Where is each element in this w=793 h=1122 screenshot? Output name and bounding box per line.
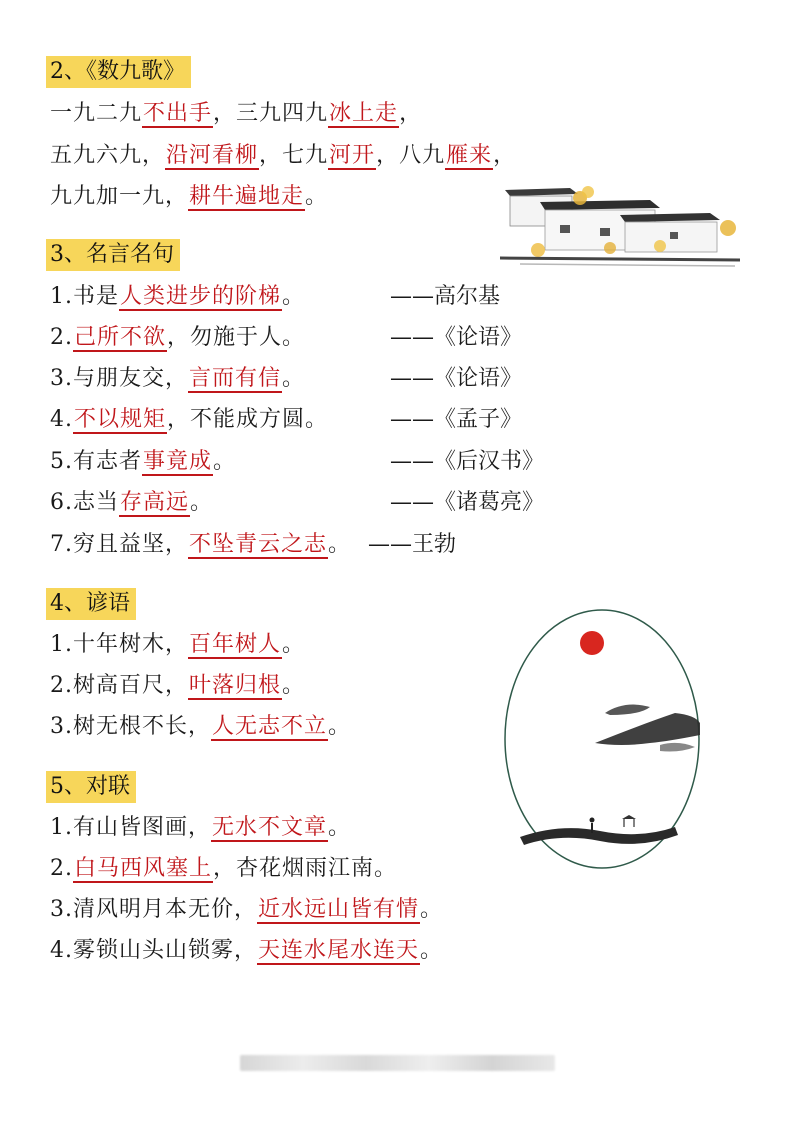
ink-landscape-oval-illustration bbox=[500, 605, 710, 875]
quote-line: 7.穷且益坚，不坠青云之志。 bbox=[50, 532, 352, 557]
quote-source: ——《论语》 bbox=[390, 325, 523, 350]
couplet-line: 3.清风明月本无价，近水远山皆有情。 bbox=[50, 897, 444, 922]
quote-line: 4.不以规矩，不能成方圆。 bbox=[50, 407, 329, 432]
quote-source: ——王勃 bbox=[368, 532, 457, 557]
ink-village-illustration bbox=[500, 180, 745, 275]
couplet-line: 2.白马西风塞上，杏花烟雨江南。 bbox=[50, 856, 398, 881]
quote-source: ——《后汉书》 bbox=[390, 449, 545, 474]
poem-line-1: 一九二九不出手，三九四九冰上走， bbox=[50, 101, 423, 126]
proverb-line: 1.十年树木，百年树人。 bbox=[50, 632, 306, 657]
quote-line: 2.己所不欲，勿施于人。 bbox=[50, 325, 306, 350]
poem-line-3: 九九加一九，耕牛遍地走。 bbox=[50, 184, 329, 209]
section-4-heading: 4、谚语 bbox=[46, 588, 136, 620]
quote-source: ——《孟子》 bbox=[390, 407, 523, 432]
section-2-heading: 2、《数九歌》 bbox=[46, 56, 191, 88]
quote-line: 3.与朋友交，言而有信。 bbox=[50, 366, 306, 391]
quote-line: 1.书是人类进步的阶梯。 bbox=[50, 284, 306, 309]
quote-source: ——《论语》 bbox=[390, 366, 523, 391]
section-5-heading: 5、对联 bbox=[46, 771, 136, 803]
proverb-line: 2.树高百尺，叶落归根。 bbox=[50, 673, 306, 698]
blurred-footer-watermark bbox=[240, 1055, 555, 1071]
quote-source: ——《诸葛亮》 bbox=[390, 490, 545, 515]
quote-line: 5.有志者事竟成。 bbox=[50, 449, 237, 474]
section-3-heading: 3、名言名句 bbox=[46, 239, 180, 271]
couplet-line: 4.雾锁山头山锁雾，天连水尾水连天。 bbox=[50, 938, 444, 963]
quote-source: ——高尔基 bbox=[390, 284, 501, 309]
quote-line: 6.志当存高远。 bbox=[50, 490, 214, 515]
proverb-line: 3.树无根不长，人无志不立。 bbox=[50, 714, 352, 739]
couplet-line: 1.有山皆图画，无水不文章。 bbox=[50, 815, 352, 840]
poem-line-2: 五九六九，沿河看柳，七九河开，八九雁来， bbox=[50, 143, 517, 168]
